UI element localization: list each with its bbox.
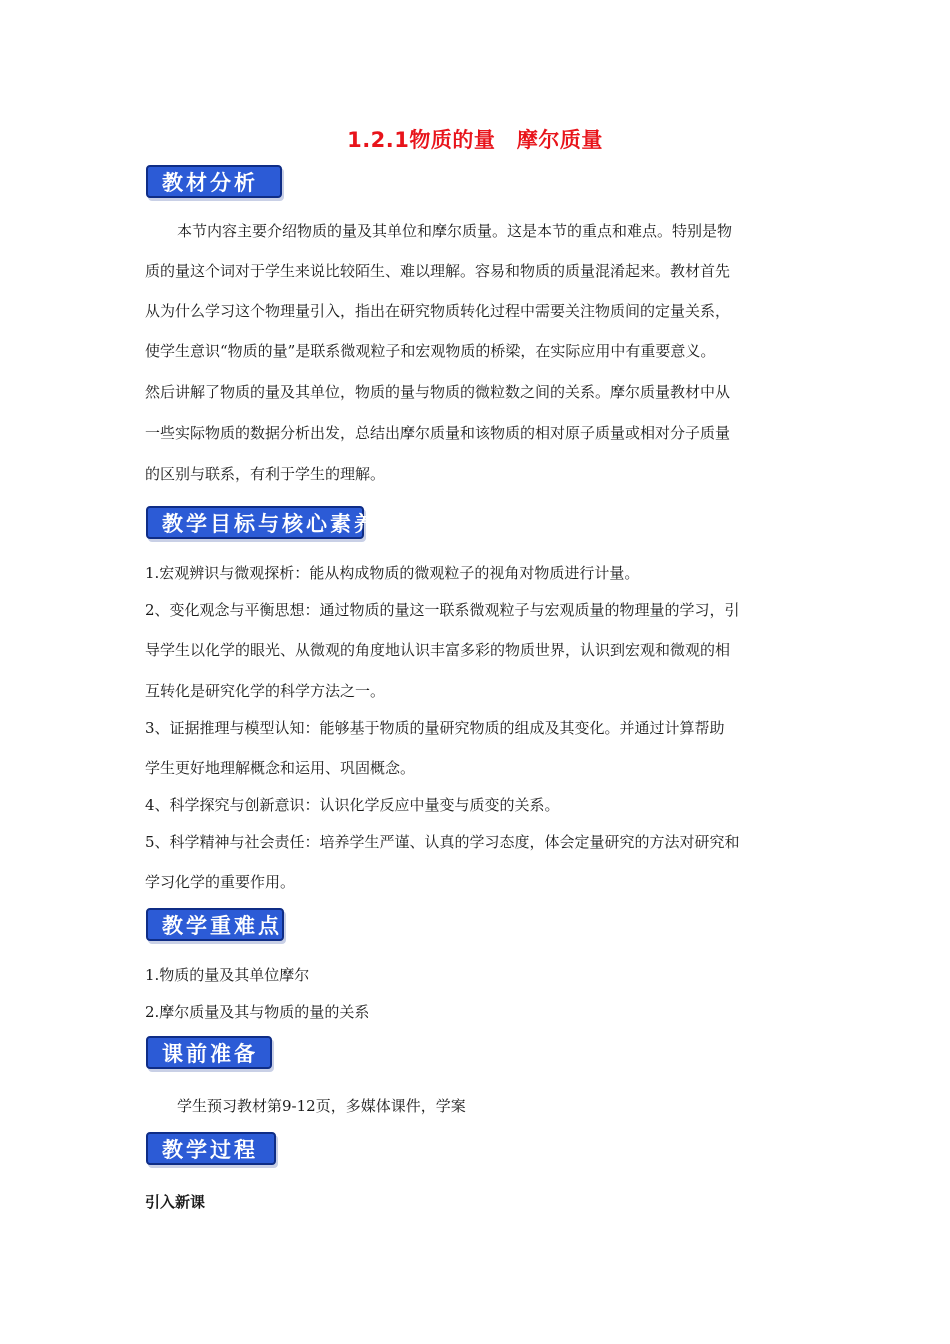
section-heading-goals: 教学目标与核心素养 <box>146 506 364 539</box>
paragraph-line: 从为什么学习这个物理量引入，指出在研究物质转化过程中需要关注物质间的定量关系， <box>145 302 731 320</box>
goal-line: 学生更好地理解概念和运用、巩固概念。 <box>145 759 416 777</box>
paragraph-line: 使学生意识“物质的量”是联系微观粒子和宏观物质的桥梁，在实际应用中有重要意义。 <box>145 342 716 360</box>
paragraph-line: 一些实际物质的数据分析出发，总结出摩尔质量和该物质的相对原子质量或相对分子质量 <box>145 424 731 442</box>
subheading-intro: 引入新课 <box>145 1193 206 1211</box>
section-heading-analysis: 教材分析 <box>146 165 282 198</box>
goal-line: 3、证据推理与模型认知：能够基于物质的量研究物质的组成及其变化。并通过计算帮助 <box>145 719 725 737</box>
section-heading-prep: 课前准备 <box>146 1036 272 1069</box>
prep-line: 学生预习教材第9-12页，多媒体课件，学案 <box>177 1097 466 1115</box>
keypoint-line: 1.物质的量及其单位摩尔 <box>145 966 310 984</box>
goal-line: 2、变化观念与平衡思想：通过物质的量这一联系微观粒子与宏观质量的物理量的学习，引 <box>145 601 740 619</box>
goal-line: 互转化是研究化学的科学方法之一。 <box>145 682 386 700</box>
goal-line: 5、科学精神与社会责任：培养学生严谨、认真的学习态度，体会定量研究的方法对研究和 <box>145 833 740 851</box>
goal-line: 4、科学探究与创新意识：认识化学反应中量变与质变的关系。 <box>145 796 560 814</box>
section-heading-process: 教学过程 <box>146 1132 276 1165</box>
document-title: 1.2.1物质的量 摩尔质量 <box>347 128 603 152</box>
goal-line: 导学生以化学的眼光、从微观的角度地认识丰富多彩的物质世界，认识到宏观和微观的相 <box>145 641 731 659</box>
paragraph-line: 本节内容主要介绍物质的量及其单位和摩尔质量。这是本节的重点和难点。特别是物 <box>177 222 733 240</box>
paragraph-line: 然后讲解了物质的量及其单位，物质的量与物质的微粒数之间的关系。摩尔质量教材中从 <box>145 383 731 401</box>
goal-line: 1.宏观辨识与微观探析：能从构成物质的微观粒子的视角对物质进行计量。 <box>145 564 640 582</box>
keypoint-line: 2.摩尔质量及其与物质的量的关系 <box>145 1003 370 1021</box>
paragraph-line: 的区别与联系，有利于学生的理解。 <box>145 465 386 483</box>
paragraph-line: 质的量这个词对于学生来说比较陌生、难以理解。容易和物质的质量混淆起来。教材首先 <box>145 262 731 280</box>
section-heading-keypoints: 教学重难点 <box>146 908 284 941</box>
goal-line: 学习化学的重要作用。 <box>145 873 296 891</box>
